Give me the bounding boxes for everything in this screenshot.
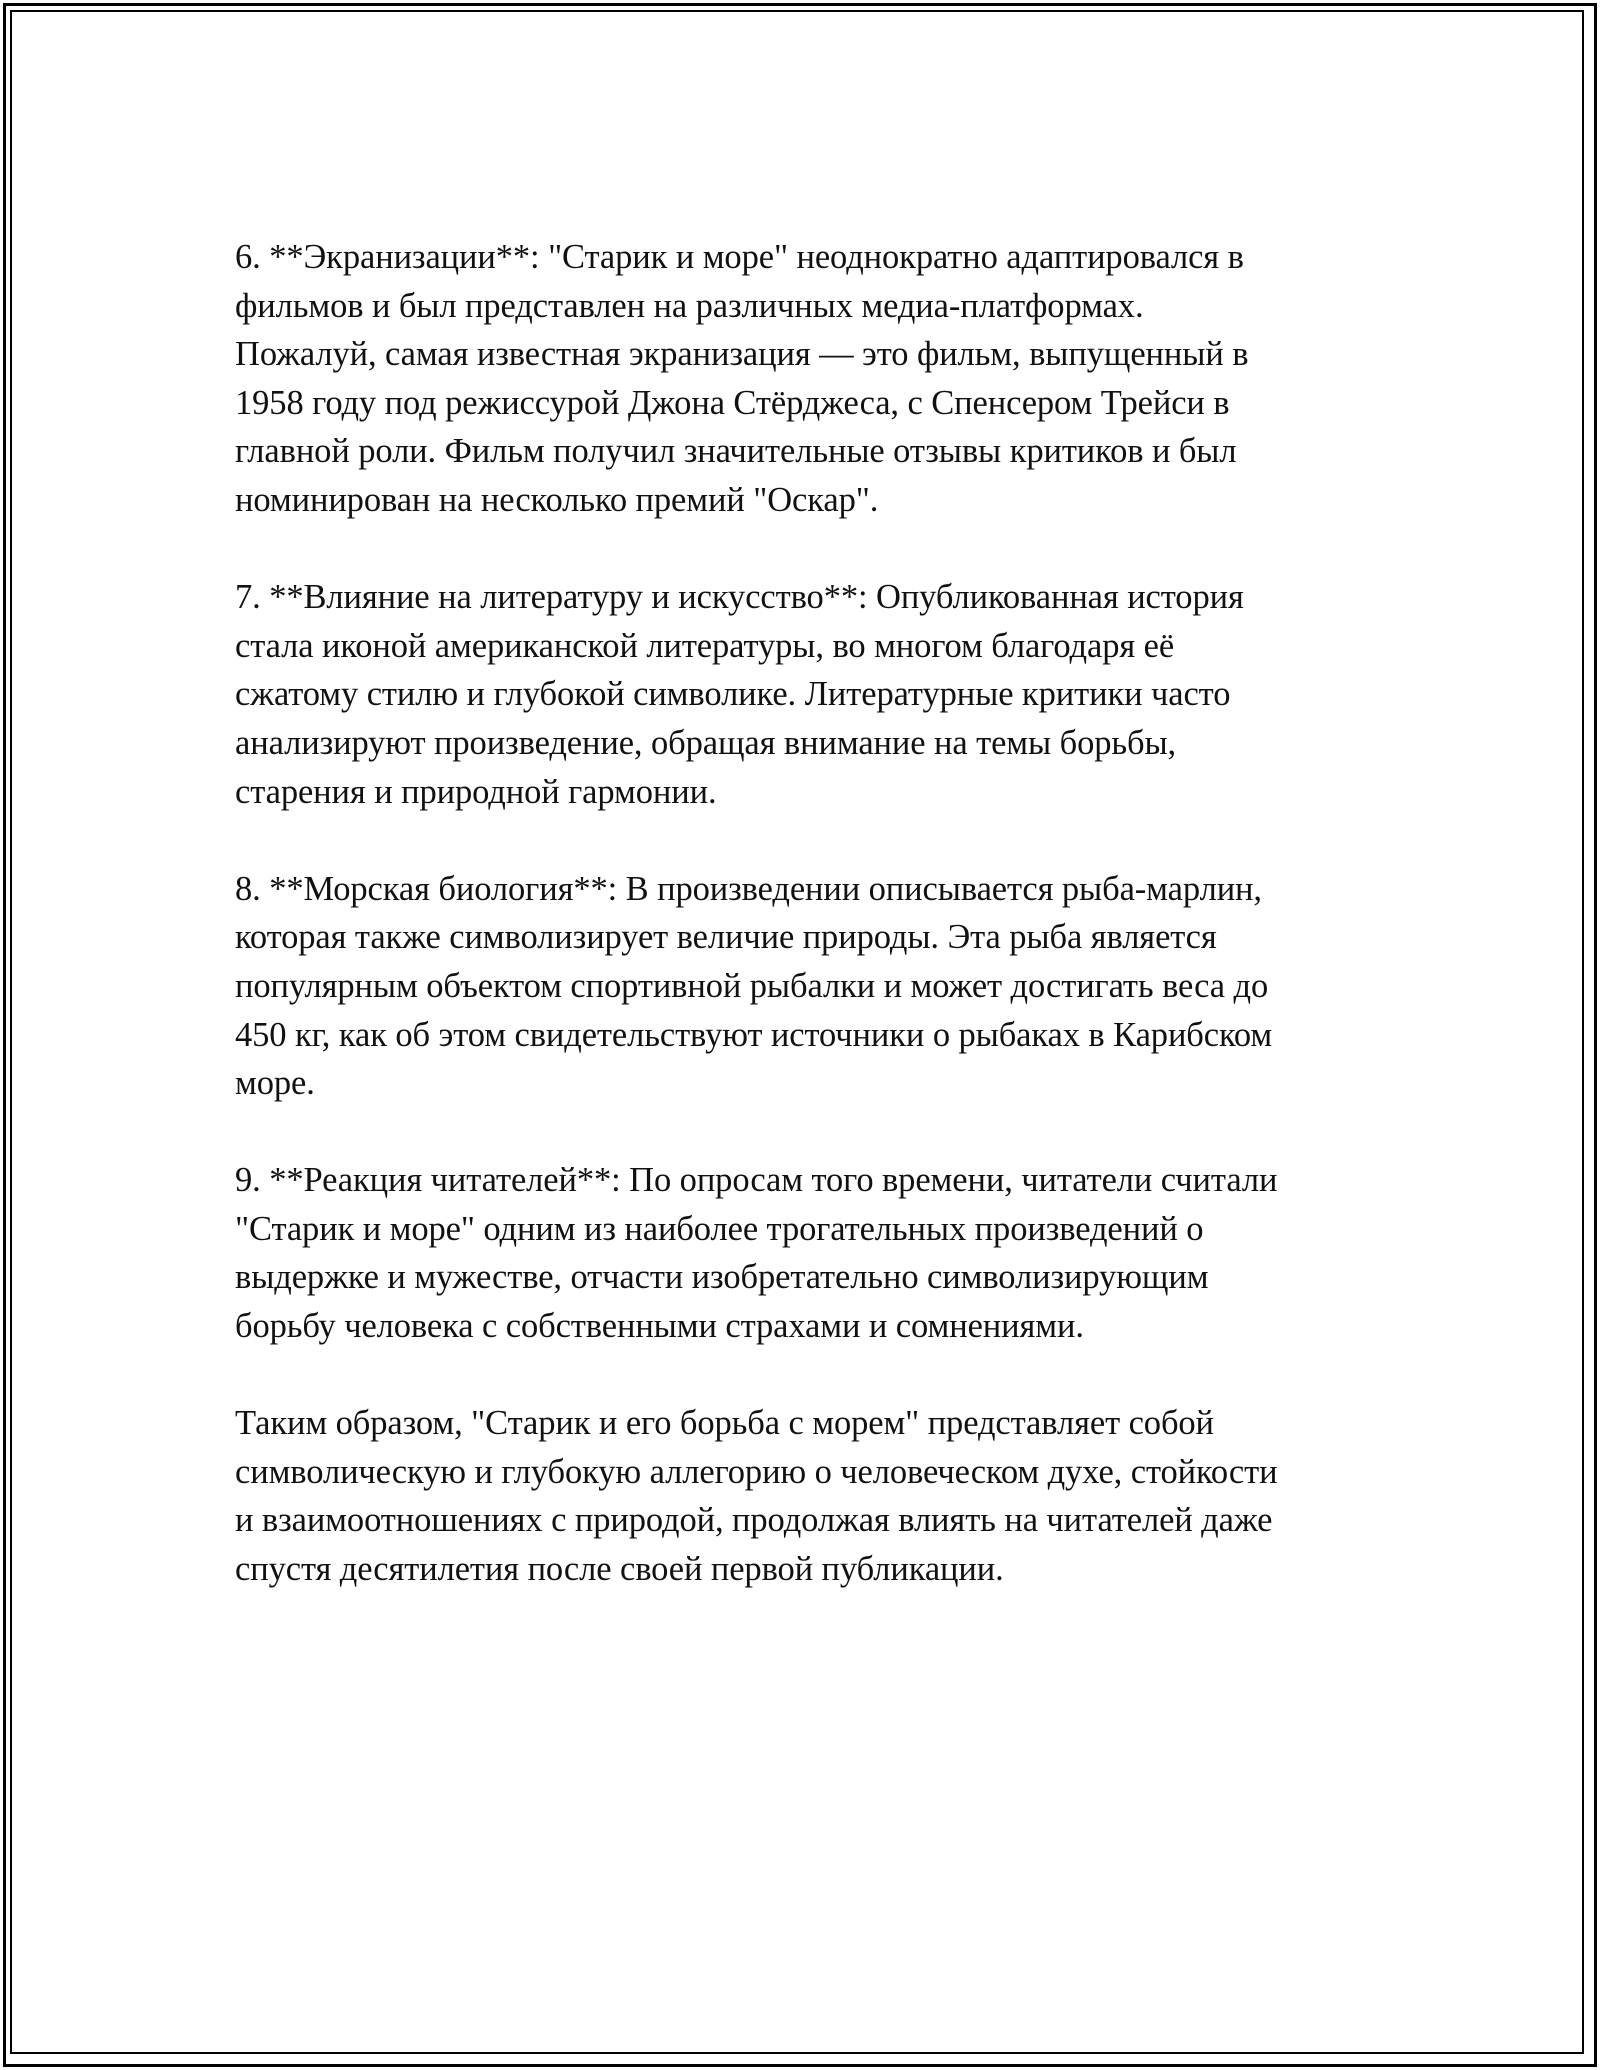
paragraph-marine-biology: 8. **Морская биология**: В произведении описывается рыба-марлин, которая также символизирует величие природы. Эта рыба является популярным объектом спортивной рыбалки и может достигать веса до 450 кг, как об этом свидетельствуют источники о рыбаках в Карибском море. [235, 869, 1273, 1103]
paragraph-film-adaptations: 6. **Экранизации**: "Старик и море" неоднократно адаптировался в фильмов и был представлен на различных медиа-платформах. Пожалуй, самая известная экранизация — это фильм, выпущенный в 1958 году под режиссурой Джона Стёрджеса, с Спенсером Трейси в главной роли. Фильм получил значительные отзывы критиков и был номинирован на несколько премий "Оскар". [235, 238, 1249, 519]
document-body [235, 233, 1375, 1594]
paragraph-literary-influence: 7. **Влияние на литературу и искусство**: Опубликованная история стала иконой американской литературы, во многом благодаря её сжатому стилю и глубокой символике. Литературные критики часто анализируют произведение, обращая внимание на темы борьбы, старения и природной гармонии. [235, 578, 1244, 811]
paragraph-reader-reaction: 9. **Реакция читателей**: По опросам того времени, читатели считали "Старик и море" одним из наиболее трогательных произведений о выдержке и мужестве, отчасти изобретательно символизирующим борьбу человека с собственными страхами и сомнениями. [235, 1161, 1278, 1346]
paragraph-conclusion: Таким образом, "Старик и его борьба с морем" представляет собой символическую и глубокую аллегорию о человеческом духе, стойкости и взаимоотношениях с природой, продолжая влиять на читателей даже спустя десятилетия после своей первой публикации. [235, 1404, 1278, 1589]
